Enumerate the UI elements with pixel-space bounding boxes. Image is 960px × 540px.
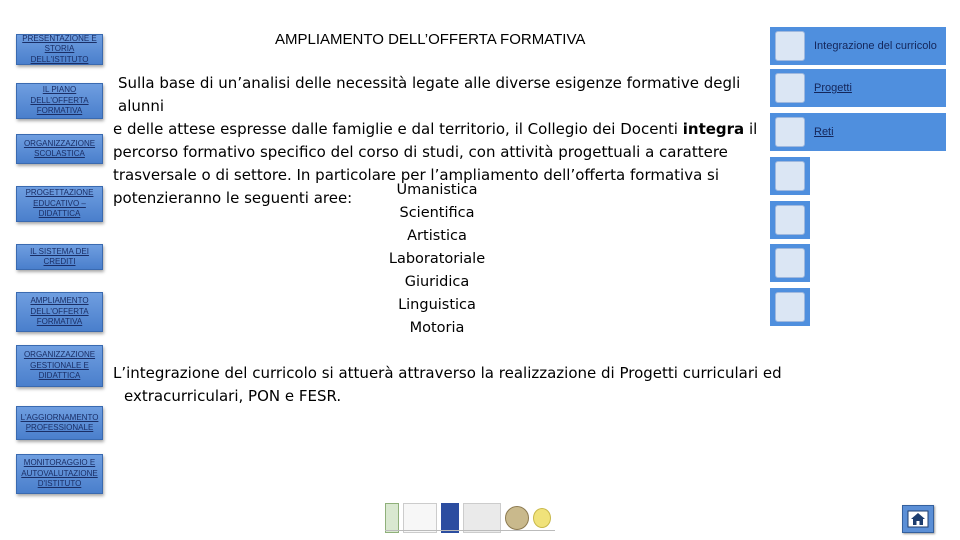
home-button[interactable] <box>902 505 934 533</box>
institute-logo <box>463 503 501 533</box>
panel-item-empty[interactable] <box>770 201 810 239</box>
area-item: Scientifica <box>399 205 475 221</box>
panel-item-empty[interactable] <box>770 244 810 282</box>
intro-line <box>113 118 773 141</box>
intro-line: Sulla base di un’analisi delle necessità legate alle diverse esigenze formative degli alunni <box>118 74 741 115</box>
panel-square-icon <box>775 248 805 278</box>
school-name-logo <box>403 503 437 533</box>
panel-item-progetti[interactable] <box>770 69 946 107</box>
areas-list <box>337 179 537 340</box>
closing-line: extracurriculari, PON e FESR. <box>124 387 342 405</box>
panel-square-icon <box>775 73 805 103</box>
area-item: Laboratoriale <box>388 251 486 267</box>
area-item: Umanistica <box>396 182 478 198</box>
home-icon <box>907 510 929 528</box>
panel-square-icon <box>775 117 805 147</box>
nav-organizzazione-scolastica[interactable]: ORGANIZZAZIONE SCOLASTICA <box>16 134 103 164</box>
intro-line: percorso formativo specifico del corso di studi, con attività progettuali a carattere <box>113 143 728 161</box>
panel-square-icon <box>775 31 805 61</box>
area-item: Motoria <box>409 320 465 336</box>
panel-item-empty[interactable] <box>770 288 810 326</box>
nav-monitoraggio-autovalutazione[interactable]: MONITORAGGIO E AUTOVALUTAZIONE D'ISTITUTO <box>16 454 103 494</box>
closing-line: L’integrazione del curricolo si attuerà attraverso la realizzazione di Progetti curriculari ed <box>113 364 782 382</box>
page-title: AMPLIAMENTO DELL’OFFERTA FORMATIVA <box>275 31 586 48</box>
area-item: Giuridica <box>404 274 470 290</box>
intro-line: trasversale o di settore. In particolare per l’ampliamento dell’offerta formativa si <box>113 166 720 184</box>
closing-paragraph <box>113 362 793 408</box>
panel-square-icon <box>775 205 805 235</box>
panel-item-label[interactable]: Reti <box>814 126 834 138</box>
panel-item-reti[interactable] <box>770 113 946 151</box>
sun-logo <box>533 508 551 528</box>
intro-line: potenzieranno le seguenti aree: <box>113 189 353 207</box>
italian-republic-emblem-logo <box>385 503 399 533</box>
intro-line-text: il <box>744 120 758 138</box>
area-item: Linguistica <box>398 297 476 313</box>
panel-square-icon <box>775 161 805 191</box>
area-item: Artistica <box>407 228 467 244</box>
funding-logos <box>385 496 585 540</box>
logos-caption-divider <box>385 530 555 533</box>
nav-aggiornamento-professionale[interactable]: L'AGGIORNAMENTO PROFESSIONALE <box>16 406 103 440</box>
panel-item-label: Integrazione del curricolo <box>814 40 937 52</box>
nav-progettazione-educativo-didattica[interactable]: PROGETTAZIONE EDUCATIVO – DIDATTICA <box>16 186 103 222</box>
nav-sistema-crediti[interactable]: IL SISTEMA DEI CREDITI <box>16 244 103 270</box>
nav-piano-offerta-formativa[interactable]: IL PIANO DELL'OFFERTA FORMATIVA <box>16 83 103 119</box>
eu-flag-logo <box>441 503 459 533</box>
panel-square-icon <box>775 292 805 322</box>
nav-ampliamento-offerta-formativa[interactable]: AMPLIAMENTO DELL'OFFERTA FORMATIVA <box>16 292 103 332</box>
panel-item-integrazione-curricolo[interactable] <box>770 27 946 65</box>
intro-line-text: e delle attese espresse dalle famiglie e dal territorio, il Collegio dei Docenti <box>113 120 683 138</box>
intro-emphasis: integra <box>682 120 745 138</box>
left-navigation <box>0 0 110 540</box>
nav-presentazione-storia[interactable]: PRESENTAZIONE E STORIA DELL'ISTITUTO <box>16 34 103 65</box>
panel-item-label[interactable]: Progetti <box>814 82 852 94</box>
seal-logo <box>505 506 529 530</box>
nav-organizzazione-gestionale-didattica[interactable]: ORGANIZZAZIONE GESTIONALE E DIDATTICA <box>16 345 103 387</box>
panel-item-empty[interactable] <box>770 157 810 195</box>
